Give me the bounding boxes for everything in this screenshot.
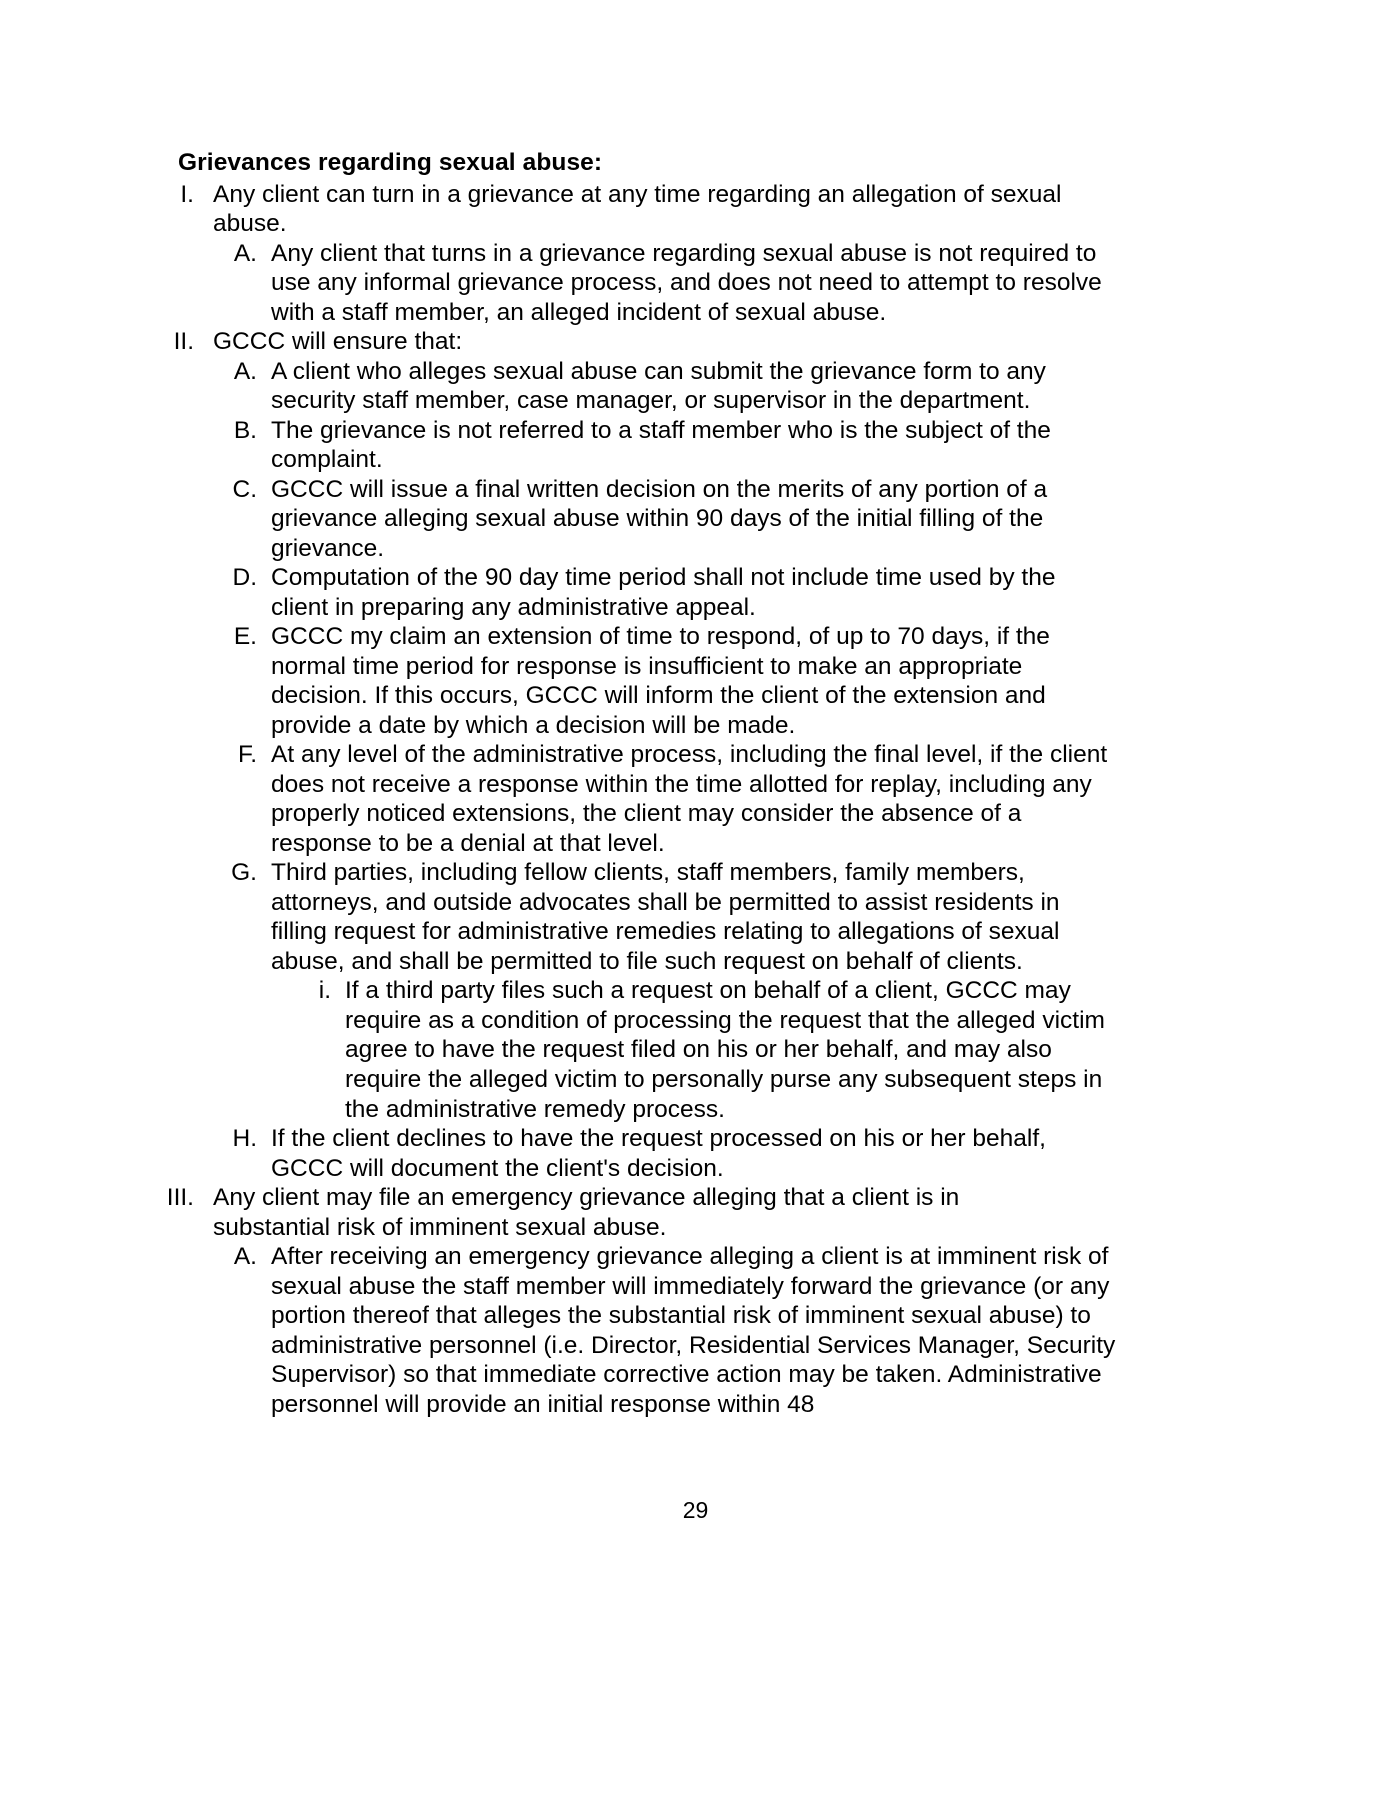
list-marker: G. xyxy=(231,859,257,887)
list-item xyxy=(213,475,1271,564)
list-item xyxy=(128,327,1271,357)
page-number: 29 xyxy=(682,1497,709,1523)
list-item xyxy=(213,563,1271,622)
list-item-text: GCCC will issue a final written decision on the merits of any portion of a grievance alleging sexual abuse within 90 days of the initial filling of the grievance. xyxy=(271,475,1048,562)
list-item xyxy=(213,357,1271,416)
list-item-text: The grievance is not referred to a staff member who is the subject of the complaint. xyxy=(271,416,1051,474)
list-marker: B. xyxy=(233,416,257,444)
list-marker: I. xyxy=(180,180,194,208)
list-item-text: Any client can turn in a grievance at any time regarding an allegation of sexual abuse. xyxy=(213,180,1062,238)
list-marker: A. xyxy=(233,239,257,267)
list-marker: C. xyxy=(232,475,257,503)
list-item-text: Third parties, including fellow clients, staff members, family members, attorneys, and outside advocates shall be permitted to assist residents in filling request for administrative remedies relating to allegations of sexual abuse, and shall be permitted to file such request on behalf of clients. xyxy=(271,859,1060,975)
document-body xyxy=(120,148,1271,1419)
list-item xyxy=(213,239,1271,328)
list-item xyxy=(213,416,1271,475)
list-marker: A. xyxy=(233,357,257,385)
list-item xyxy=(213,1242,1271,1419)
list-item-text: GCCC my claim an extension of time to respond, of up to 70 days, if the normal time period for response is insufficient to make an appropriate decision. If this occurs, GCCC will inform the client of the extension and provide a date by which a decision will be made. xyxy=(271,623,1050,739)
list-item-text: GCCC will ensure that: xyxy=(213,328,463,356)
list-marker: H. xyxy=(232,1125,257,1153)
list-marker: E. xyxy=(233,623,257,651)
list-item xyxy=(213,858,1271,976)
list-marker: D. xyxy=(232,564,257,592)
list-item-text: After receiving an emergency grievance alleging a client is at imminent risk of sexual abuse the staff member will immediately forward the grievance (or any portion thereof that alleges the substantial risk of imminent sexual abuse) to administrative personnel (i.e. Director, Residential Services Manager, Security Supervisor) so that immediate corrective action may be taken. Administrative personnel will provide an initial response within 48 xyxy=(271,1243,1116,1418)
list-marker: A. xyxy=(233,1243,257,1271)
list-item xyxy=(128,180,1271,239)
list-item-text: At any level of the administrative process, including the final level, if the client does not receive a response within the time allotted for replay, including any properly noticed extensions, the client may consider the absence of a response to be a denial at that level. xyxy=(271,741,1108,857)
list-marker: III. xyxy=(166,1184,194,1212)
section-heading: Grievances regarding sexual abuse: xyxy=(178,149,603,176)
list-item-text: Any client that turns in a grievance regarding sexual abuse is not required to use any informal grievance process, and does not need to attempt to resolve with a staff member, an alleged incident of sexual abuse. xyxy=(271,239,1102,326)
list-item xyxy=(213,740,1271,858)
list-marker: i. xyxy=(318,977,331,1005)
list-item-text: Any client may file an emergency grievance alleging that a client is in substantial risk of imminent sexual abuse. xyxy=(213,1184,960,1241)
list-item-text: Computation of the 90 day time period shall not include time used by the client in preparing any administrative appeal. xyxy=(271,564,1056,621)
list-marker: II. xyxy=(173,328,194,356)
list-item xyxy=(128,1183,1271,1242)
list-item xyxy=(213,622,1271,740)
list-item-text: If a third party files such a request on behalf of a client, GCCC may require as a condition of processing the request that the alleged victim agree to have the request filed on his or her behalf, and may also require the alleged victim to personally purse any subsequent steps in the administrative remedy process. xyxy=(345,977,1105,1123)
list-item xyxy=(295,976,1271,1124)
list-item-text: If the client declines to have the request processed on his or her behalf, GCCC will document the client's decision. xyxy=(271,1125,1046,1182)
list-marker: F. xyxy=(237,741,257,769)
list-item-text: A client who alleges sexual abuse can submit the grievance form to any security staff member, case manager, or supervisor in the department. xyxy=(271,357,1046,415)
list-item xyxy=(213,1124,1271,1183)
